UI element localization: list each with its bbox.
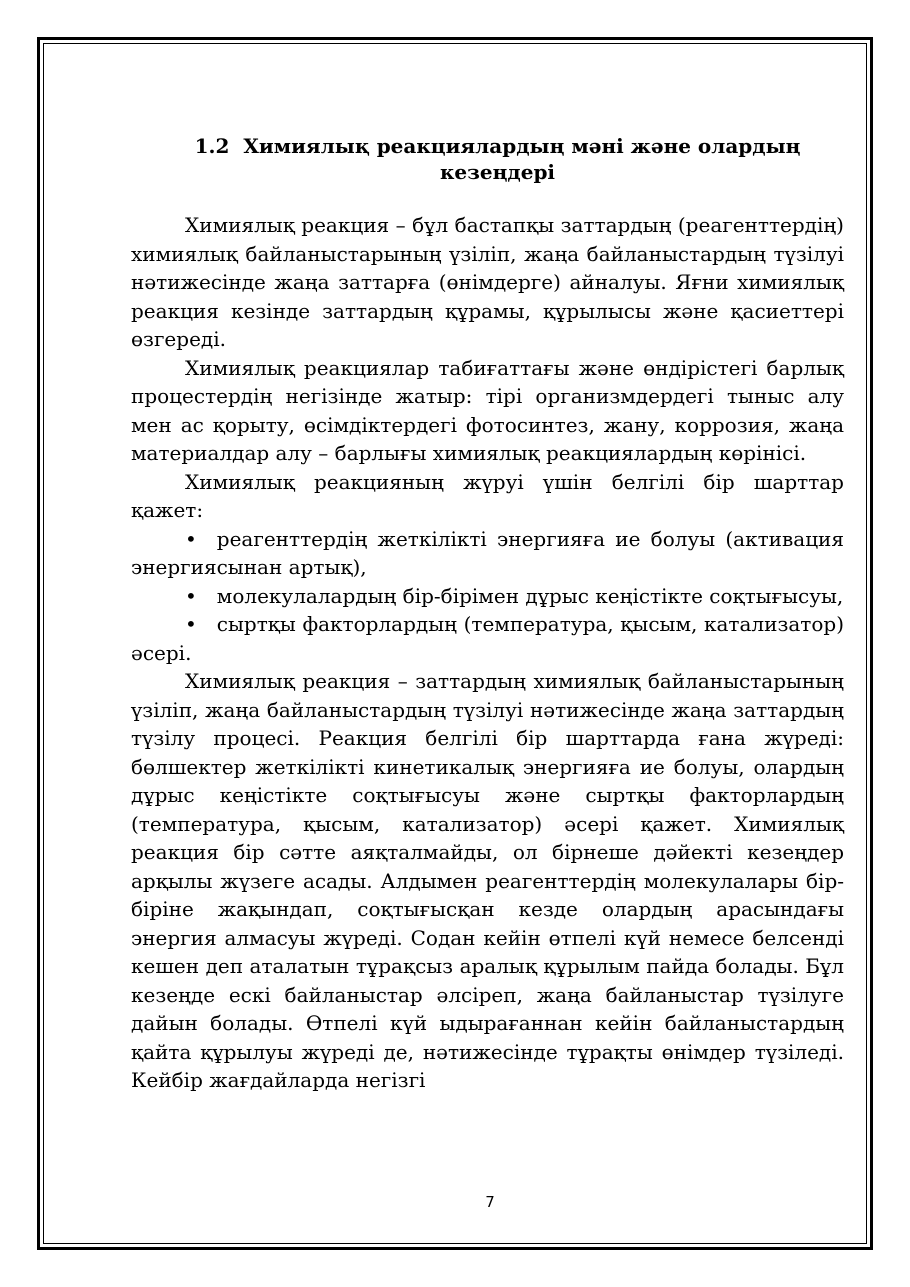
document-body	[131, 133, 844, 1095]
section-title: Химиялық реакциялардың мәні және олардың кезеңдері	[243, 134, 801, 184]
bullet-item	[131, 525, 844, 582]
paragraph-stages: Химиялық реакция – заттардың химиялық байланыстарының үзіліп, жаңа байланыстардың түзілуі нәтижесінде жаңа заттардың түзілу процесі. Реакция белгілі бір шарттарда ғана жүреді: бөлшектер жеткілікті кинетикалық энергияға ие болуы, олардың дұрыс кеңістікте соқтығысуы және сыртқы факторлардың (температура, қысым, катализатор) әсері қажет. Химиялық реакция бір сәтте аяқталмайды, ол бірнеше дәйекті кезеңдер арқылы жүзеге асады. Алдымен реагенттердің молекулалары бір-біріне жақындап, соқтығысқан кезде олардың арасындағы энергия алмасуы жүреді. Содан кейін өтпелі күй немесе белсенді кешен деп аталатын тұрақсыз аралық құрылым пайда болады. Бұл кезеңде ескі байланыстар әлсіреп, жаңа байланыстар түзілуге дайын болады. Өтпелі күй ыдырағаннан кейін байланыстардың қайта құрылуы жүреді де, нәтижесінде тұрақты өнімдер түзіледі. Кейбір жағдайларда негізгі	[131, 669, 844, 1092]
section-number: 1.2	[194, 134, 230, 158]
paragraph-significance: Химиялық реакциялар табиғаттағы және өндірістегі барлық процестердің негізінде жатыр: тірі организмдердегі тыныс алу мен ас қорыту, өсімдіктердегі фотосинтез, жану, коррозия, жаңа материалдар алу – барлығы химиялық реакциялардың көрінісі.	[131, 355, 844, 465]
bullet-text: реагенттердің жеткілікті энергияға ие болуы (активация энергиясынан артық),	[131, 526, 844, 579]
bullet-text: молекулалардың бір-бірімен дұрыс кеңістікте соқтығысуы,	[216, 583, 844, 608]
paragraph-definition: Химиялық реакция – бұл бастапқы заттардың (реагенттердің) химиялық байланыстарының үзіліп, жаңа байланыстардың түзілуі нәтижесінде жаңа заттарға (өнімдерге) айналуы. Яғни химиялық реакция кезінде заттардың құрамы, құрылысы және қасиеттері өзгереді.	[131, 213, 844, 351]
section-heading	[131, 133, 844, 185]
paragraph-conditions-intro: Химиялық реакцияның жүруі үшін белгілі бір шарттар қажет:	[131, 469, 844, 522]
bullet-text: сыртқы факторлардың (температура, қысым, катализатор) әсері.	[131, 612, 844, 665]
bullet-symbol: •	[185, 612, 197, 636]
page-number: 7	[485, 1193, 495, 1211]
bullet-item	[131, 610, 844, 667]
bullet-symbol: •	[185, 526, 197, 551]
bullet-symbol: •	[185, 583, 197, 608]
bullet-item	[131, 582, 844, 611]
